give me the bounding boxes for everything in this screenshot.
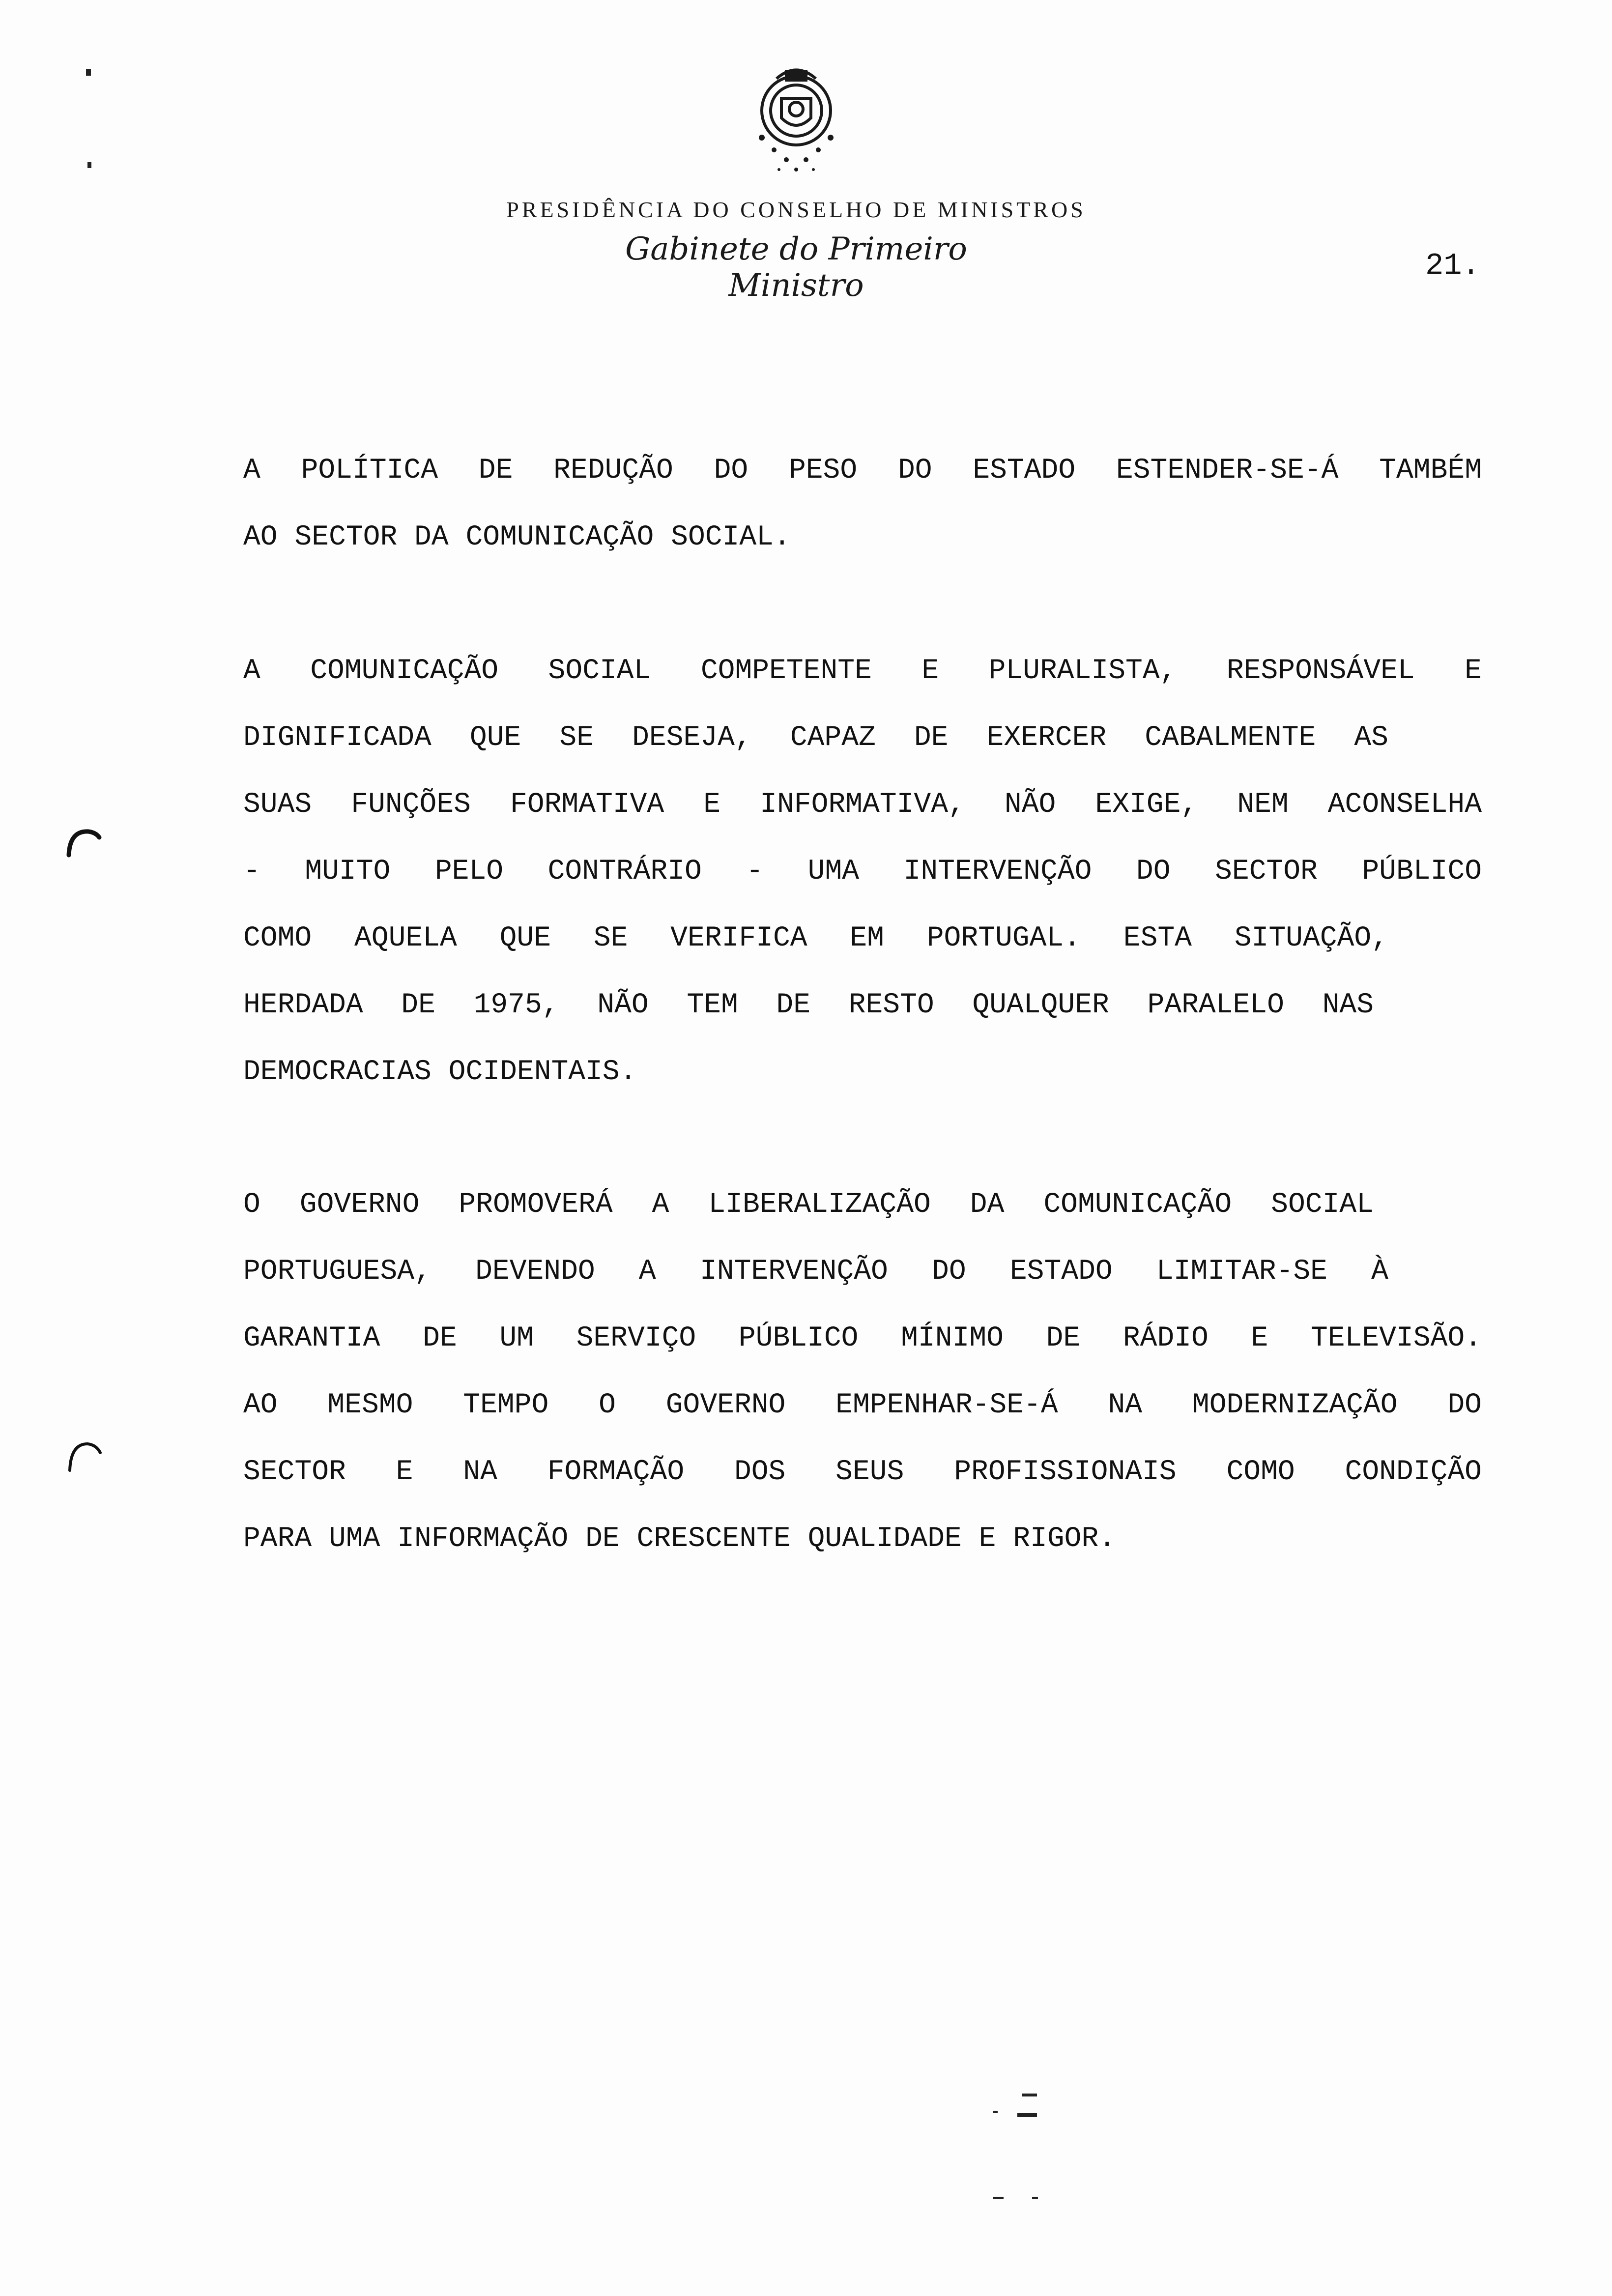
text-line: PARA UMA INFORMAÇÃO DE CRESCENTE QUALIDADE E RIGOR. (243, 1523, 1116, 1555)
paragraph-1 (243, 437, 1482, 571)
text-line: - MUITO PELO CONTRÁRIO - UMA INTERVENÇÃO DO SECTOR PÚBLICO (243, 856, 1482, 888)
text-line: A POLÍTICA DE REDUÇÃO DO PESO DO ESTADO ESTENDER-SE-Á TAMBÉM (243, 455, 1482, 487)
scan-speck (1017, 2113, 1037, 2117)
paragraph-2 (243, 638, 1482, 1106)
binder-hole-mark (64, 1435, 103, 1474)
text-line: DIGNIFICADA QUE SE DESEJA, CAPAZ DE EXERCER CABALMENTE AS (243, 722, 1388, 754)
text-line: AO MESMO TEMPO O GOVERNO EMPENHAR-SE-Á NA MODERNIZAÇÃO DO (243, 1389, 1482, 1421)
coat-of-arms-icon (732, 64, 860, 182)
text-line: AO SECTOR DA COMUNICAÇÃO SOCIAL. (243, 521, 791, 553)
text-line: A COMUNICAÇÃO SOCIAL COMPETENTE E PLURALISTA, RESPONSÁVEL E (243, 655, 1482, 687)
text-line: GARANTIA DE UM SERVIÇO PÚBLICO MÍNIMO DE RÁDIO E TELEVISÃO. (243, 1322, 1482, 1354)
text-line: HERDADA DE 1975, NÃO TEM DE RESTO QUALQUER PARALELO NAS (243, 989, 1374, 1021)
text-line: PORTUGUESA, DEVENDO A INTERVENÇÃO DO ESTADO LIMITAR-SE À (243, 1256, 1388, 1288)
scan-speck (1032, 2197, 1038, 2199)
scan-speck (993, 2111, 998, 2113)
text-line: COMO AQUELA QUE SE VERIFICA EM PORTUGAL. ESTA SITUAÇÃO, (243, 922, 1388, 954)
office-handwritten-title: Gabinete do Primeiro Ministro (625, 231, 967, 304)
scan-speck (87, 162, 91, 168)
scan-speck (1022, 2094, 1037, 2096)
scan-speck (993, 2197, 1004, 2199)
text-line: SECTOR E NA FORMAÇÃO DOS SEUS PROFISSIONAIS COMO CONDIÇÃO (243, 1456, 1482, 1488)
scan-speck (86, 69, 91, 76)
paragraph-3 (243, 1172, 1482, 1573)
text-line: SUAS FUNÇÕES FORMATIVA E INFORMATIVA, NÃO EXIGE, NEM ACONSELHA (243, 789, 1482, 821)
institution-heading: PRESIDÊNCIA DO CONSELHO DE MINISTROS (506, 197, 1086, 222)
binder-hole-mark (64, 821, 103, 860)
page-number: 21. (1425, 248, 1480, 283)
text-line: O GOVERNO PROMOVERÁ A LIBERALIZAÇÃO DA COMUNICAÇÃO SOCIAL (243, 1189, 1374, 1221)
text-line: DEMOCRACIAS OCIDENTAIS. (243, 1056, 637, 1088)
